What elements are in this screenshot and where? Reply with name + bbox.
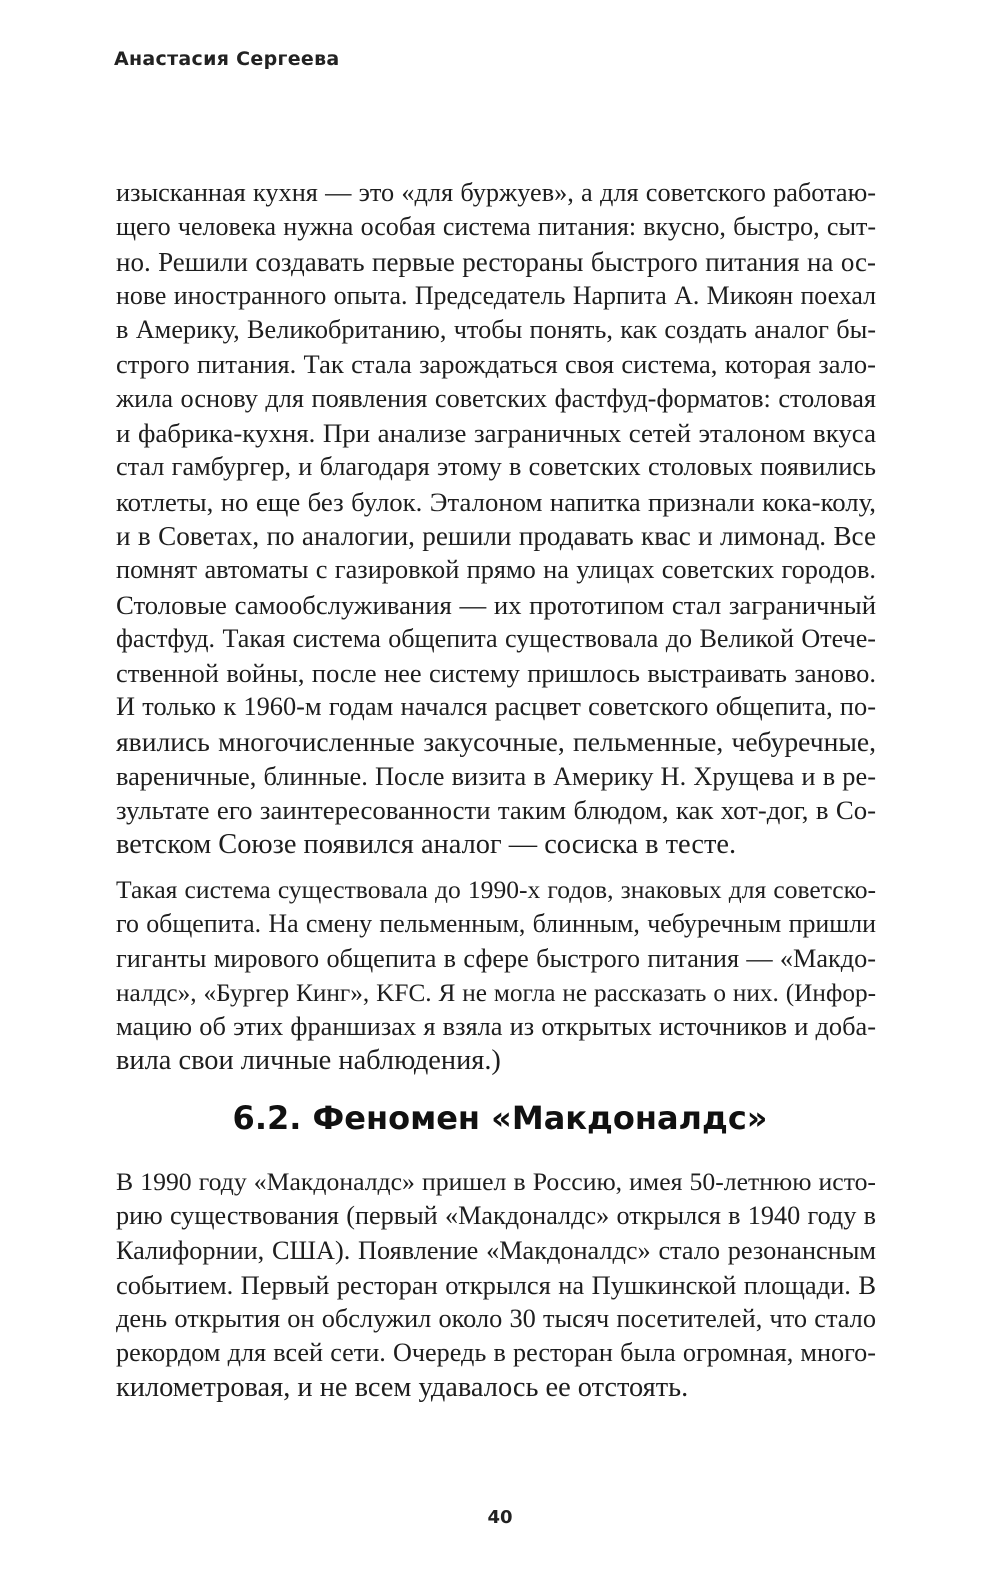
text-line: зультате его заинтересованности таким блюдом, как хот-дог, в Со- bbox=[116, 795, 876, 826]
text-line: щего человека нужна особая система питания: вкусно, быстро, сыт- bbox=[116, 212, 876, 242]
text-line: Калифорнии, США). Появление «Макдоналдс» стало резонансным bbox=[116, 1235, 876, 1265]
text-line: нове иностранного опыта. Председатель Нарпита А. Микоян поехал bbox=[116, 280, 876, 310]
text-line: ветском Союзе появился аналог — сосиска в тесте. bbox=[116, 828, 737, 860]
text-line: В 1990 году «Макдоналдс» пришел в Россию, имея 50-летнюю исто- bbox=[116, 1167, 876, 1196]
text-line: рию существования (первый «Макдоналдс» открылся в 1940 году в bbox=[116, 1201, 876, 1231]
text-line: но. Решили создавать первые рестораны быстрого питания на ос- bbox=[116, 246, 876, 277]
paragraph-1 bbox=[116, 176, 876, 862]
text-line: и в Советах, по аналогии, решили продавать квас и лимонад. Все bbox=[116, 520, 876, 551]
page-number: 40 bbox=[487, 1507, 513, 1528]
running-head-author: Анастасия Сергеева bbox=[114, 48, 340, 70]
text-line: вила свои личные наблюдения.) bbox=[116, 1045, 501, 1077]
text-line: стал гамбургер, и благодаря этому в советских столовых появились bbox=[116, 452, 876, 482]
text-line: го общепита. На смену пельменным, блинным, чебуречным пришли bbox=[116, 909, 876, 939]
text-line: изысканная кухня — это «для буржуев», а для советского работаю- bbox=[116, 178, 876, 207]
text-line: событием. Первый ресторан открылся на Пушкинской площади. В bbox=[116, 1269, 876, 1300]
paragraph-3 bbox=[116, 1165, 876, 1405]
section-heading: 6.2. Феномен «Макдоналдс» bbox=[232, 1099, 768, 1137]
text-line: гиганты мирового общепита в сфере быстрого питания — «Макдо- bbox=[116, 943, 876, 973]
text-line: мацию об этих франшизах я взяла из открытых источников и доба- bbox=[116, 1012, 876, 1042]
text-line: и фабрика-кухня. При анализе заграничных сетей эталоном вкуса bbox=[116, 418, 876, 449]
text-line: строго питания. Так стала зарождаться своя система, которая зало- bbox=[116, 349, 876, 380]
text-line: ственной войны, после нее систему пришлось выстраивать заново. bbox=[116, 658, 876, 689]
text-line: И только к 1960-м годам начался расцвет советского общепита, по- bbox=[116, 692, 876, 722]
text-line: явились многочисленные закусочные, пельменные, чебуречные, bbox=[116, 725, 876, 757]
text-line: вареничные, блинные. После визита в Америку Н. Хрущева и в ре- bbox=[116, 761, 876, 792]
text-line: в Америку, Великобританию, чтобы понять, как создать аналог бы- bbox=[116, 315, 876, 345]
text-line: жила основу для появления советских фастфуд-форматов: столовая bbox=[116, 383, 876, 413]
text-line: Такая система существовала до 1990-х годов, знаковых для советско- bbox=[116, 875, 876, 904]
text-line: помнят автоматы с газировкой прямо на улицах советских городов. bbox=[116, 555, 876, 585]
text-line: рекордом для всей сети. Очередь в ресторан была огромная, много- bbox=[116, 1338, 876, 1368]
text-line: фастфуд. Такая система общепита существовала до Великой Отече- bbox=[116, 623, 876, 653]
text-line: день открытия он обслужил около 30 тысяч посетителей, что стало bbox=[116, 1304, 876, 1334]
text-line: километровая, и не всем удавалось ее отстоять. bbox=[116, 1371, 689, 1403]
paragraph-2 bbox=[116, 873, 876, 1079]
text-line: котлеты, но еще без булок. Эталоном напитка признали кока-колу, bbox=[116, 486, 876, 517]
text-line: Столовые самообслуживания — их прототипом стал заграничный bbox=[116, 589, 876, 620]
text-line: налдс», «Бургер Кинг», KFC. Я не могла не рассказать о них. (Инфор- bbox=[116, 978, 876, 1007]
